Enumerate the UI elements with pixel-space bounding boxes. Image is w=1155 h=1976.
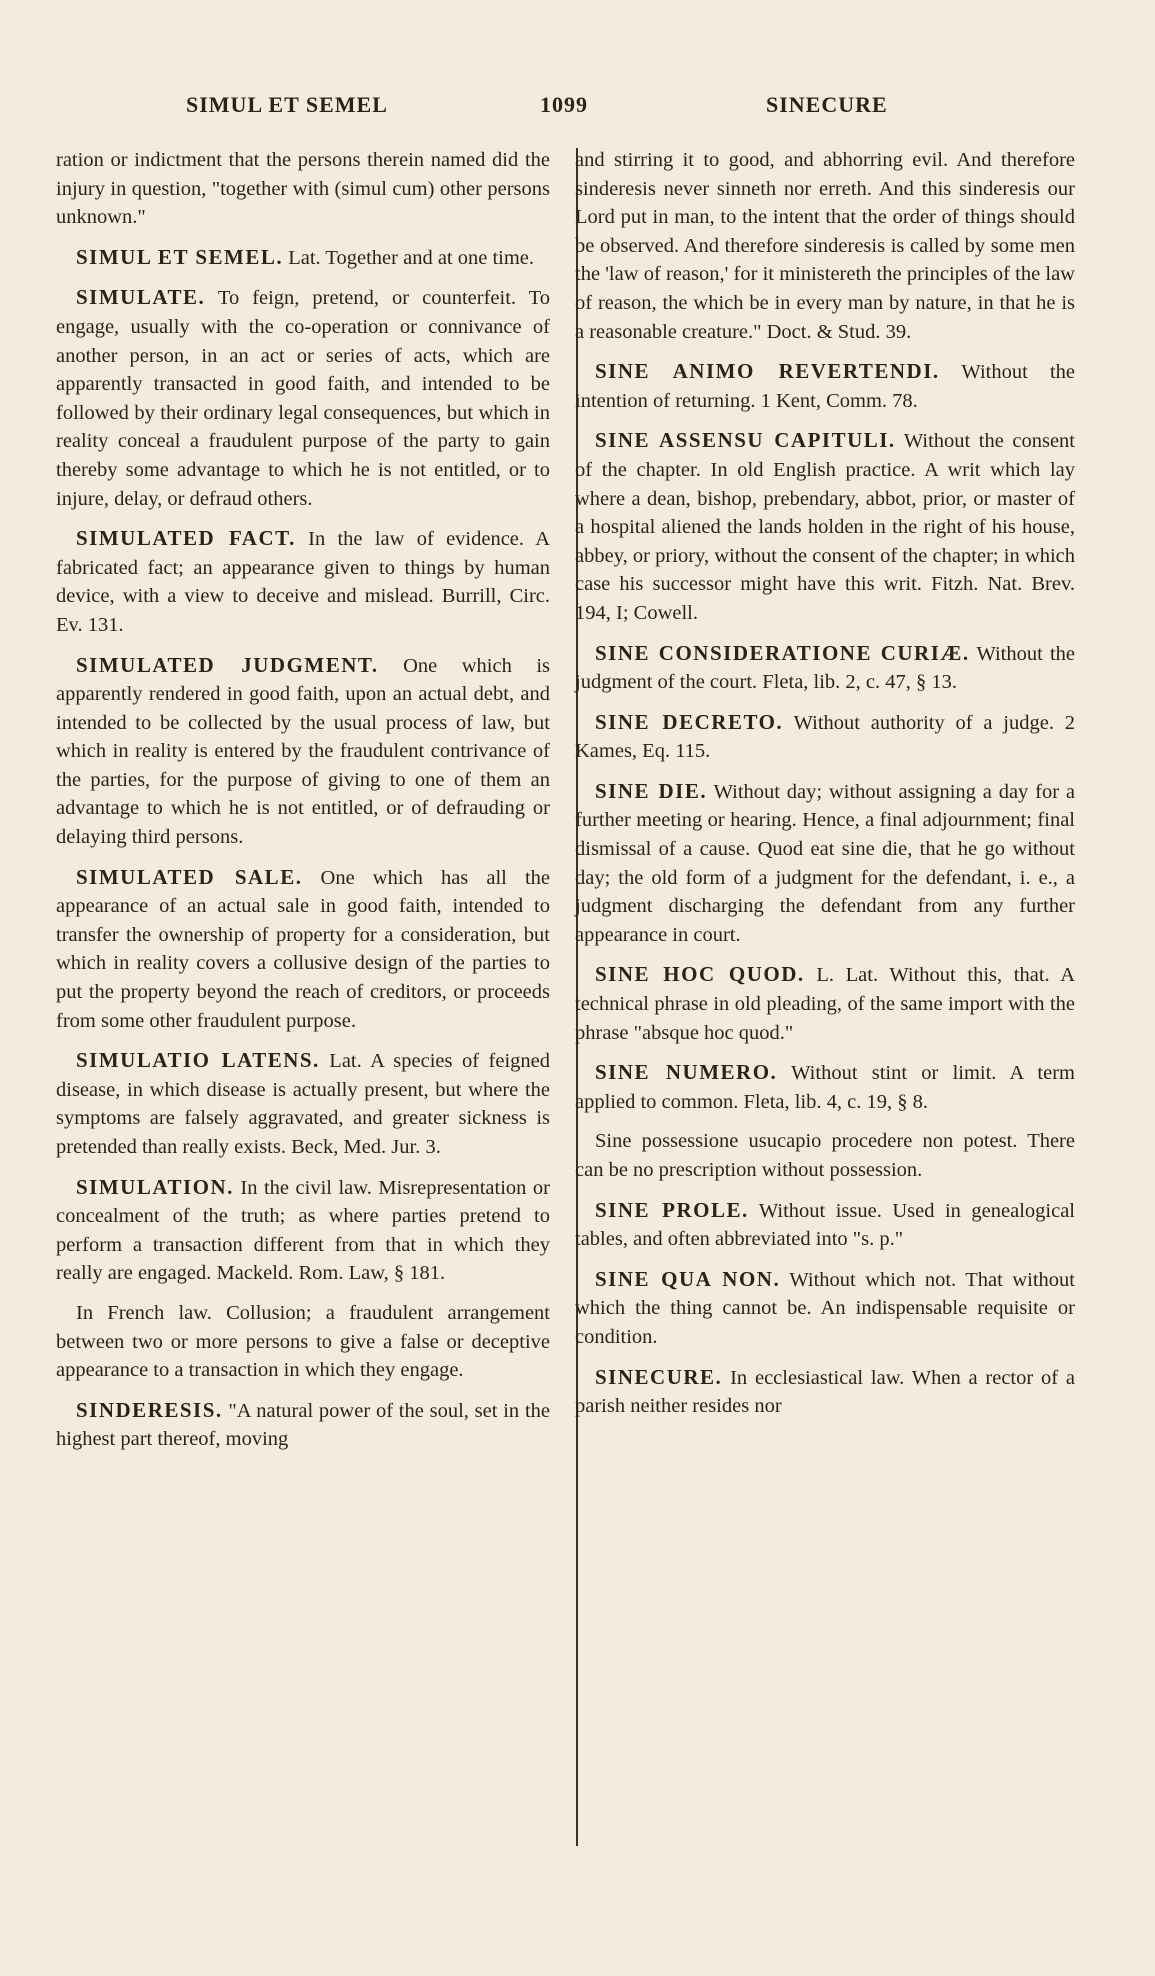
- running-head-right: SINECURE: [766, 92, 888, 117]
- entry-simulation: SIMULATION. In the civil law. Misrepresentation or concealment of the truth; as where parties pretend to perform a transaction different from that in which they really are engaged. Mackeld. Rom. Law, § 181.: [56, 1174, 550, 1285]
- entry-sine-consideratione-curiae: SINE CONSIDERATIONE CURIÆ. Without the judgment of the court. Fleta, lib. 2, c. 47, § 13.: [575, 640, 1075, 694]
- entry-sine-assensu-capituli: SINE ASSENSU CAPITULI. Without the consent of the chapter. In old English practice. A writ which lay where a dean, bishop, prebendary, abbot, prior, or master of a hospital aliened the lands holden in the right of his house, abbey, or priory, without the consent of the chapter; in which case his successor might have this writ. Fitzh. Nat. Brev. 194, I; Cowell.: [575, 428, 1075, 624]
- running-head-left: SIMUL ET SEMEL: [186, 92, 388, 117]
- entry-simulated-fact: SIMULATED FACT. In the law of evidence. A fabricated fact; an appearance given to things by human device, with a view to deceive and mislead. Burrill, Circ. Ev. 131.: [56, 526, 550, 636]
- entry-sinderesis: SINDERESIS. "A natural power of the soul, set in the highest part thereof, moving: [56, 1397, 550, 1451]
- entry-sine-hoc-quod: SINE HOC QUOD. L. Lat. Without this, that. A technical phrase in old pleading, of the same import with the phrase "absque hoc quod.": [575, 962, 1076, 1044]
- entry-sinecure: SINECURE. In ecclesiastical law. When a rector of a parish neither resides nor: [575, 1364, 1075, 1418]
- entry-simulatio-latens: SIMULATIO LATENS. Lat. A species of feigned disease, in which disease is actually present, but where the symptoms are falsely aggravated, and greater sickness is pretended than really exists. Beck, Med. Jur. 3.: [56, 1048, 551, 1158]
- page-number: 1099: [540, 92, 588, 117]
- entry-simulated-judgment: SIMULATED JUDGMENT. One which is apparently rendered in good faith, upon an actual debt, and intended to be collected by the usual process of law, but which in reality is entered by the fraudulent contrivance of the parties, for the purpose of giving to one of them an advantage to which he is not entitled, or of defrauding or delaying third persons.: [56, 652, 550, 849]
- entry-sine-prole: SINE PROLE. Without issue. Used in genealogical tables, and often abbreviated into "s. p.": [575, 1197, 1076, 1251]
- left-column: [56, 146, 550, 1465]
- entry-simulate: SIMULATE. To feign, pretend, or counterfeit. To engage, usually with the co-operation or connivance of another person, in an act or series of acts, which are apparently transacted in good faith, and intended to be followed by their ordinary legal consequences, but which in reality conceal a fraudulent purpose of the party to gain thereby some advantage to which he is not entitled, or to injure, delay, or defraud others.: [56, 285, 550, 510]
- entry-sine-possessione-maxim: Sine possessione usucapio procedere non potest. There can be no prescription without possession.: [575, 1130, 1075, 1181]
- entry-sine-animo-revertendi: SINE ANIMO REVERTENDI. Without the intention of returning. 1 Kent, Comm. 78.: [575, 359, 1075, 412]
- right-column: [575, 146, 1075, 1432]
- entry-simulation-french-law: In French law. Collusion; a fraudulent arrangement between two or more persons to give a false or deceptive appearance to a transaction in which they engage.: [56, 1301, 550, 1382]
- entry-sine-qua-non: SINE QUA NON. Without which not. That without which the thing cannot be. An indispensable requisite or condition.: [575, 1266, 1075, 1348]
- entry-sine-die: SINE DIE. Without day; without assigning a day for a further meeting or hearing. Hence, a final adjournment; final dismissal of a cause. Quod eat sine die, that he go without day; the old form of a judgment for the defendant, i. e., a judgment discharging the defendant from any further appearance in court.: [575, 778, 1076, 946]
- entry-sine-decreto: SINE DECRETO. Without authority of a judge. 2 Kames, Eq. 115.: [575, 709, 1076, 763]
- entry-sinderesis-continued: and stirring it to good, and abhorring evil. And therefore sinderesis never sinneth nor erreth. And this sinderesis our Lord put in man, to the intent that the order of things should be observed. And therefore sinderesis is called by some men the 'law of reason,' for it ministereth the principles of the law of reason, the which be in every man by nature, in that he is a reasonable creature." Doct. & Stud. 39.: [575, 149, 1075, 343]
- entry-simul-et-semel: SIMUL ET SEMEL. Lat. Together and at one time.: [76, 244, 535, 269]
- entry-continuation: ration or indictment that the persons therein named did the injury in question, "together with (simul cum) other persons unknown.": [56, 149, 550, 229]
- entry-simulated-sale: SIMULATED SALE. One which has all the appearance of an actual sale in good faith, intended to transfer the ownership of property for a consideration, but which in reality covers a collusive design of the parties to put the property beyond the reach of creditors, or proceeds from some other fraudulent purpose.: [56, 864, 550, 1032]
- entry-sine-numero: SINE NUMERO. Without stint or limit. A term applied to common. Fleta, lib. 4, c. 19, § 8.: [575, 1060, 1075, 1113]
